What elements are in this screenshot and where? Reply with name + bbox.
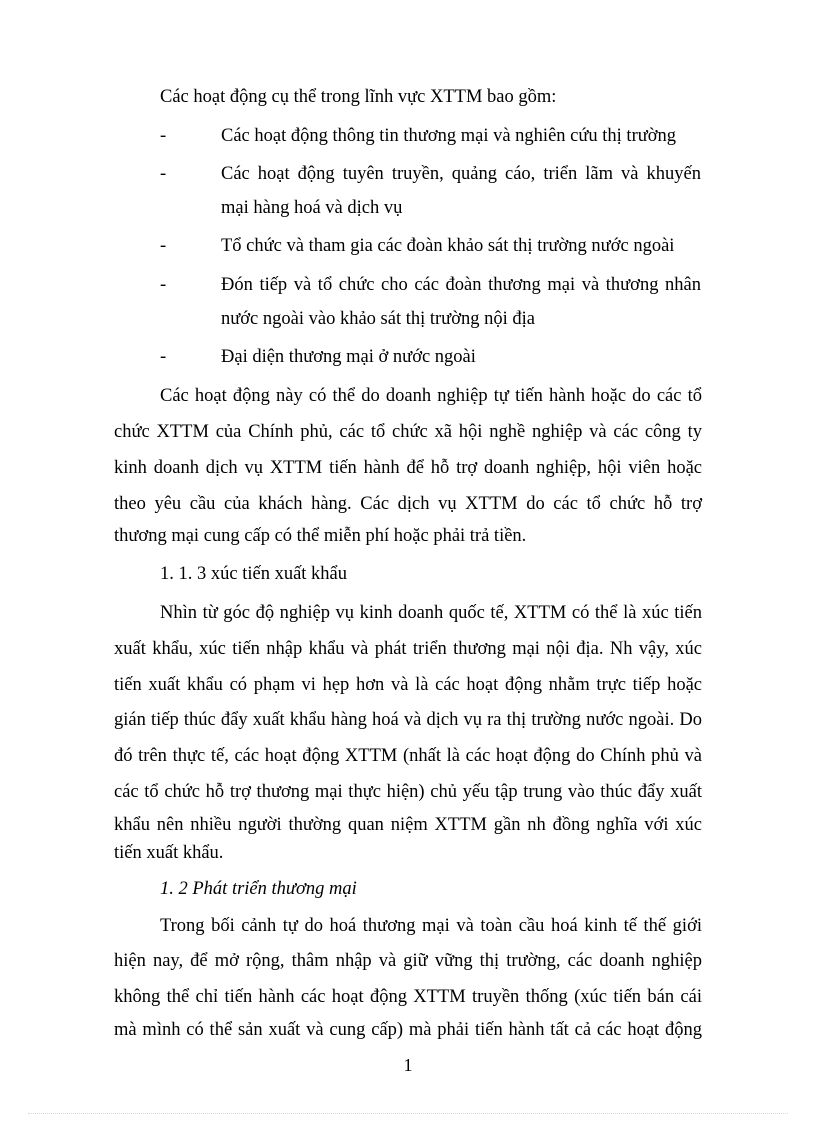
bullet-text: mại hàng hoá và dịch vụ — [221, 198, 403, 218]
bullet-marker: - — [160, 347, 167, 367]
paragraph-line: hiện nay, để mở rộng, thâm nhập và giữ vững thị trường, các doanh nghiệp — [114, 951, 702, 971]
paragraph-line: Các hoạt động này có thể do doanh nghiệp tự tiến hành hoặc do các tổ — [160, 386, 702, 406]
paragraph-line: Nhìn từ góc độ nghiệp vụ kinh doanh quốc tế, XTTM có thể là xúc tiến — [160, 603, 702, 623]
paragraph-line: chức XTTM của Chính phủ, các tổ chức xã hội nghề nghiệp và các công ty — [114, 422, 702, 442]
bullet-text: nước ngoài vào khảo sát thị trường nội địa — [221, 309, 535, 329]
intro-line: Các hoạt động cụ thể trong lĩnh vực XTTM bao gồm: — [160, 87, 557, 107]
paragraph-line: xuất khẩu, xúc tiến nhập khẩu và phát triển thương mại nội địa. Nh vậy, xúc — [114, 639, 702, 659]
paragraph-line: khẩu nên nhiều người thường quan niệm XTTM gần nh đồng nghĩa với xúc — [114, 815, 702, 835]
paragraph-line: theo yêu cầu của khách hàng. Các dịch vụ XTTM do các tổ chức hỗ trợ — [114, 494, 702, 514]
section-heading: 1. 2 Phát triển thương mại — [160, 879, 357, 899]
bullet-marker: - — [160, 236, 167, 256]
page-bottom-divider — [28, 1113, 788, 1114]
bullet-text: Các hoạt động thông tin thương mại và nghiên cứu thị trường — [221, 126, 677, 146]
paragraph-line: đó trên thực tế, các hoạt động XTTM (nhất là các hoạt động do Chính phủ và — [114, 746, 702, 766]
paragraph-line: các tổ chức hỗ trợ thương mại thực hiện) chủ yếu tập trung vào thúc đẩy xuất — [114, 782, 702, 802]
paragraph-line: thương mại cung cấp có thể miễn phí hoặc phải trả tiền. — [114, 526, 527, 546]
paragraph-line: Trong bối cảnh tự do hoá thương mại và toàn cầu hoá kinh tế thế giới — [160, 916, 702, 936]
section-heading: 1. 1. 3 xúc tiến xuất khẩu — [160, 564, 348, 584]
bullet-text: Các hoạt động tuyên truyền, quảng cáo, triển lãm và khuyến — [221, 164, 701, 184]
paragraph-line: tiến xuất khẩu. — [114, 843, 224, 863]
bullet-marker: - — [160, 126, 167, 146]
paragraph-line: kinh doanh dịch vụ XTTM tiến hành để hỗ trợ doanh nghiệp, hội viên hoặc — [114, 458, 702, 478]
paragraph-line: không thể chỉ tiến hành các hoạt động XTTM truyền thống (xúc tiến bán cái — [114, 987, 702, 1007]
bullet-marker: - — [160, 164, 167, 184]
paragraph-line: tiến xuất khẩu có phạm vi hẹp hơn và là các hoạt động nhằm trực tiếp hoặc — [114, 675, 702, 695]
paragraph-line: gián tiếp thúc đẩy xuất khẩu hàng hoá và dịch vụ ra thị trường nước ngoài. Do — [114, 710, 702, 730]
bullet-text: Đón tiếp và tổ chức cho các đoàn thương mại và thương nhân — [221, 275, 701, 295]
paragraph-line: mà mình có thể sản xuất và cung cấp) mà phải tiến hành tất cả các hoạt động — [114, 1020, 702, 1040]
bullet-text: Đại diện thương mại ở nước ngoài — [221, 347, 476, 367]
page-number: 1 — [403, 1055, 413, 1075]
bullet-text: Tổ chức và tham gia các đoàn khảo sát thị trường nước ngoài — [221, 236, 675, 256]
bullet-marker: - — [160, 275, 167, 295]
